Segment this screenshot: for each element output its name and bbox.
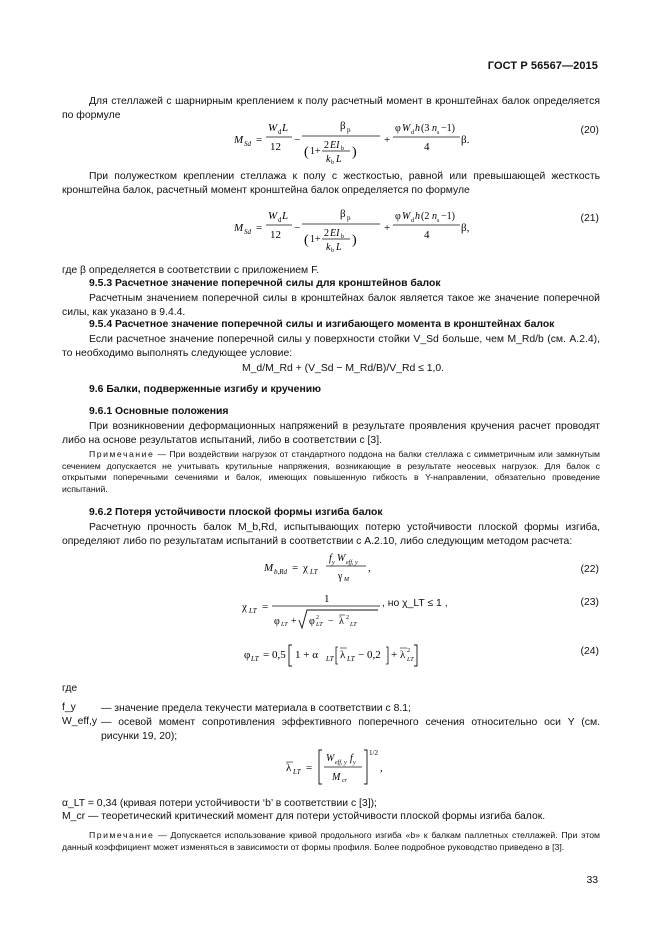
svg-text:=: = [306,762,313,774]
svg-text:1 + α: 1 + α [295,649,318,661]
svg-text:φ: φ [244,649,251,661]
svg-text:(: ( [304,233,309,248]
svg-text:EI: EI [330,140,340,151]
svg-text:M: M [234,134,244,146]
svg-text:,: , [380,762,383,774]
heading-9-6: 9.6 Балки, подверженные изгибу и кручению [89,384,321,395]
svg-text:=: = [256,222,263,234]
formula-24 [240,640,420,670]
svg-text:−1): −1) [441,211,455,222]
note-label-2: Примечание [89,830,155,840]
svg-text:LT: LT [350,622,357,628]
svg-text:+: + [384,222,391,234]
note-torsion [62,449,600,495]
svg-text:LT: LT [249,607,257,615]
note-label: Примечание [89,449,155,459]
svg-text:h: h [415,211,420,222]
svg-text:LT: LT [407,657,414,663]
svg-text:φ: φ [395,211,401,222]
svg-text:+: + [291,616,297,627]
svg-text:W: W [337,553,346,564]
alpha-line: α_LT = 0,34 (кривая потери устойчивости ‘b’ в соответствии с [3]); [62,798,377,809]
svg-text:+: + [391,649,398,661]
svg-text:1/2: 1/2 [369,749,378,757]
svg-text:−: − [328,616,334,627]
svg-text:= 0,5: = 0,5 [263,649,286,661]
svg-text:LT: LT [251,655,259,663]
svg-text:β,: β, [461,222,470,234]
svg-text:+: + [384,134,391,146]
svg-text:χ: χ [242,601,247,613]
svg-text:1+: 1+ [310,234,321,245]
svg-text:M: M [234,222,244,234]
paragraph-shear-value: Расчетным значением поперечной силы в кронштейнах балок является такое же значение поперечной силы, как указано в 9.4.4. [62,293,600,318]
svg-text:s: s [437,218,440,224]
equation-number-21: (21) [580,213,599,224]
svg-text:γ: γ [338,571,343,582]
heading-9-6-2: 9.6.2 Потеря устойчивости плоской формы изгиба балок [89,507,383,518]
svg-text:λ: λ [340,649,346,661]
svg-text:f: f [350,753,353,764]
mcr-line: M_cr — теоретический критический момент для потери устойчивости плоской формы изгиба балок. [62,811,546,822]
svg-text:k: k [326,154,331,165]
svg-text:eff, y: eff, y [335,760,347,766]
svg-text:1: 1 [324,593,330,605]
note-text: — При воздействии нагрузок от стандартного поддона на балки стеллажа с симметричным или замкнутым сечением допускается не учитывать крутильные напряжения, возникающие в результате неосевых нагрузок. Для балок с открытыми поперечными сечениями и балок, имеющих повышенную гибкость в Y-направлении, обязательно проведение испытаний. [62,449,600,494]
svg-text:cr: cr [342,778,347,784]
svg-text:eff, y: eff, y [346,560,358,566]
where-label: где [62,683,78,694]
formula-21 [228,206,468,254]
page-number: 33 [586,875,598,886]
svg-text:): ) [352,233,357,248]
equation-number-23: (23) [580,597,599,608]
svg-text:k: k [326,242,331,253]
svg-text:=: = [256,134,263,146]
formula-lambda-bar [282,746,392,790]
svg-text:−: − [294,222,301,234]
svg-text:LT: LT [347,655,355,663]
condition-formula: M_d/M_Rd + (V_Sd − M_Rd/B)/V_Rd ≤ 1,0. [242,363,445,374]
svg-text:b: b [331,160,334,166]
svg-text:=: = [262,601,269,613]
svg-text:f: f [329,553,332,564]
paragraph-shear-condition: Если расчетное значение поперечной силы у поверхности стойки V_Sd больше, чем M_Rd/b (см. А.2.4), то необходимо выполнять следующее условие: [62,334,600,359]
svg-text:2: 2 [407,648,410,654]
svg-text:y: y [353,760,356,766]
svg-text:− 0,2: − 0,2 [358,649,381,661]
svg-text:λ: λ [400,649,406,661]
svg-text:2: 2 [324,140,329,151]
svg-text:EI: EI [330,228,340,239]
svg-text:L: L [282,210,289,222]
svg-text:2: 2 [346,615,349,621]
svg-text:2: 2 [324,228,329,239]
svg-text:φ: φ [274,616,280,627]
symbol-weff: W_eff,y [62,716,98,727]
svg-text:L: L [336,242,342,253]
paragraph-lateral-buckling: Расчетную прочность балок M_b,Rd, испытывающих потерю устойчивости плоской формы изгиба, определяют либо по результатам испытаний в соответствии с А.2.10, либо следующим методом расчета: [62,522,600,547]
svg-text:W: W [402,123,411,134]
equation-number-22: (22) [580,564,599,575]
svg-text:n: n [432,211,437,222]
svg-text:φ: φ [309,616,315,627]
svg-text:y: y [332,560,335,566]
svg-text:=: = [292,562,299,574]
svg-text:p: p [347,214,351,222]
equation-number-20: (20) [580,125,599,136]
svg-text:β: β [340,120,346,132]
svg-text:−1): −1) [441,123,455,134]
svg-text:Sd: Sd [244,140,251,148]
heading-9-6-1: 9.6.1 Основные положения [89,406,229,417]
svg-text:b: b [341,234,344,240]
svg-text:LT: LT [281,622,288,628]
standard-header: ГОСТ Р 56567—2015 [487,60,598,72]
svg-text:(3: (3 [421,123,430,134]
svg-text:d: d [278,128,282,136]
svg-text:b: b [331,248,334,254]
svg-text:LT: LT [316,622,323,628]
svg-text:p: p [347,126,351,134]
svg-text:s: s [437,130,440,136]
formula-23 [238,590,388,634]
svg-text:b: b [341,146,344,152]
svg-text:4: 4 [424,141,430,153]
svg-text:M: M [344,577,349,583]
svg-text:(: ( [304,145,309,160]
svg-text:λ: λ [286,762,292,774]
svg-text:d: d [278,216,282,224]
paragraph-torsion: При возникновении деформационных напряжений в результате проявления кручения расчет проводят либо на основе результатов испытаний, либо в соответствии с [3]. [62,421,600,446]
svg-text:4: 4 [424,229,430,241]
svg-text:Sd: Sd [244,228,251,236]
definition-weff: — осевой момент сопротивления эффективного поперечного сечения относительно оси Y (см. рисунки 19, 20); [101,717,600,742]
svg-text:λ: λ [339,616,344,627]
paragraph-hinged: Для стеллажей с шарнирным креплением к полу расчетный момент в кронштейнах балок определяется по формуле [62,96,600,121]
svg-text:β: β [340,208,346,220]
svg-text:W: W [402,211,411,222]
formula-23-condition: , но χ_LT ≤ 1 , [382,598,448,609]
svg-text:12: 12 [270,229,281,241]
svg-text:LT: LT [326,655,334,663]
note-buckling-curve [62,830,600,853]
svg-text:12: 12 [270,141,281,153]
svg-text:(2: (2 [421,211,430,222]
svg-text:L: L [336,154,342,165]
svg-text:M: M [264,562,274,574]
svg-text:W: W [268,210,278,222]
symbol-fy: f_y [62,702,76,713]
svg-text:d: d [411,130,414,136]
svg-text:d: d [411,218,414,224]
svg-text:W: W [326,753,335,764]
svg-text:φ: φ [395,123,401,134]
svg-text:L: L [282,122,289,134]
svg-text:2: 2 [316,615,319,621]
svg-text:h: h [415,123,420,134]
note-text-2: — Допускается использование кривой продольного изгиба «b» к балкам паллетных стеллажей. При этом данный коэффициент может изменяться в зависимости от формы профиля. Более подробное руководство приведено в [3]. [62,830,600,852]
svg-text:n: n [432,123,437,134]
heading-9-5-3: 9.5.3 Расчетное значение поперечной силы для кронштейнов балок [89,278,441,289]
svg-text:LT: LT [293,768,301,776]
paragraph-beta-ref: где β определяется в соответствии с приложением F. [62,265,320,276]
formula-22 [260,549,410,585]
svg-text:1+: 1+ [310,146,321,157]
heading-9-5-4: 9.5.4 Расчетное значение поперечной силы и изгибающего момента в кронштейнах балок [89,319,555,330]
svg-text:χ: χ [303,562,308,574]
paragraph-semirigid: При полужестком креплении стеллажа к полу с жесткостью, равной или превышающей жесткость кронштейна балок, расчетный момент кронштейна балок определяется по формуле [62,171,600,196]
svg-text:,: , [368,562,371,574]
svg-text:b,Rd: b,Rd [274,568,288,576]
svg-text:W: W [268,122,278,134]
svg-text:): ) [352,145,357,160]
svg-text:β.: β. [461,134,470,146]
formula-20 [228,118,468,166]
svg-text:M: M [332,772,341,783]
equation-number-24: (24) [580,646,599,657]
svg-text:−: − [294,134,301,146]
definition-fy: — значение предела текучести материала в соответствии с 8.1; [101,703,411,714]
svg-text:LT: LT [310,568,318,576]
